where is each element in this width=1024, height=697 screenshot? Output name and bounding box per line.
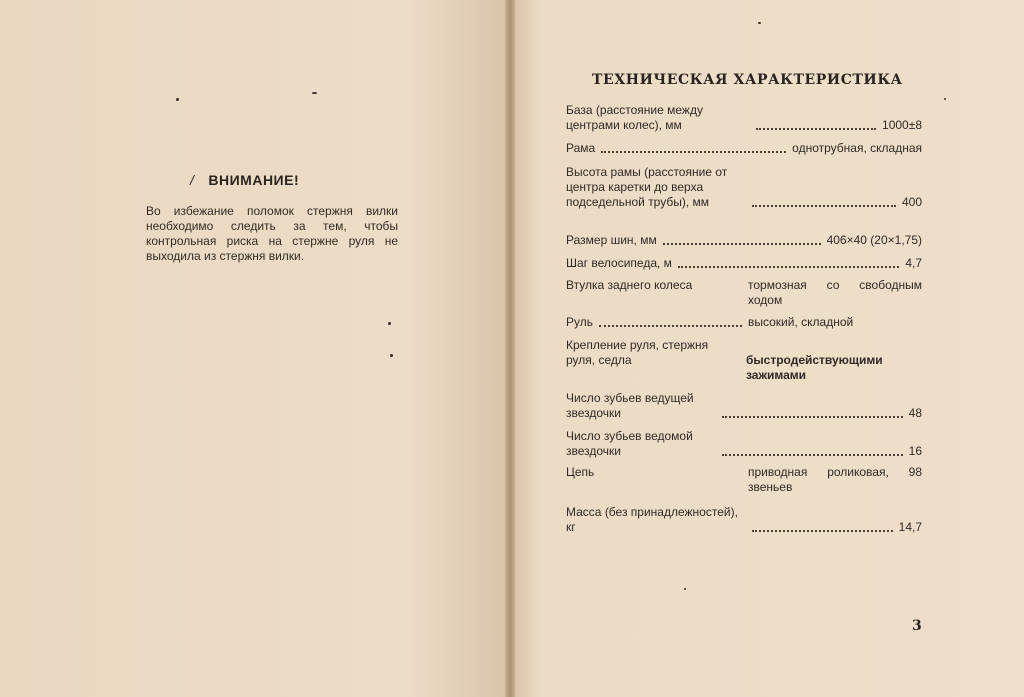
spec-value: 16 xyxy=(908,444,922,458)
spec-row-drive-teeth xyxy=(566,391,922,421)
spec-value: 4,7 xyxy=(905,256,922,270)
dot-leader xyxy=(663,242,821,245)
dot-leader xyxy=(678,265,899,268)
spec-label: Высота рамы (расстояние от центра каретки до верха подседельной трубы), мм xyxy=(566,165,728,209)
spec-label: Руль xyxy=(566,315,593,329)
spec-row-frame-height xyxy=(566,165,922,210)
spec-value: высокий, складной xyxy=(748,315,854,329)
spec-label: Втулка заднего колеса xyxy=(566,278,693,292)
spec-label: Число зубьев ведущей звездочки xyxy=(566,391,694,420)
dot-leader xyxy=(752,204,896,207)
paper-speck xyxy=(684,588,686,590)
paper-speck xyxy=(388,322,391,325)
paper-speck xyxy=(312,92,317,94)
dot-leader xyxy=(756,127,876,130)
dot-leader xyxy=(601,150,786,153)
spec-row-chain xyxy=(566,465,922,495)
spec-value: 1000±8 xyxy=(882,118,922,132)
spec-row-handlebar xyxy=(566,315,922,330)
spec-label: Рама xyxy=(566,141,596,155)
spec-row-driven-teeth xyxy=(566,429,922,459)
spec-row-frame xyxy=(566,141,922,156)
spec-value: 406×40 (20×1,75) xyxy=(826,233,922,247)
spec-label: Шаг велосипеда, м xyxy=(566,256,672,270)
spec-label: Цепь xyxy=(566,465,595,479)
dot-leader xyxy=(722,453,903,456)
paper-speck xyxy=(758,22,761,24)
dot-leader xyxy=(599,324,742,327)
left-page xyxy=(0,0,508,697)
spec-value: 14,7 xyxy=(898,520,922,534)
spec-label: Масса (без принадлежностей), кг xyxy=(566,505,738,534)
spec-value: 400 xyxy=(901,195,922,209)
spec-value: 48 xyxy=(908,406,922,420)
spec-label: Размер шин, мм xyxy=(566,233,657,247)
spec-label: Крепление руля, стержня руля, седла xyxy=(566,338,709,367)
spec-row-pitch xyxy=(566,256,922,271)
spec-label: База (расстояние между центрами колес), мм xyxy=(566,103,703,132)
paper-speck xyxy=(176,98,179,101)
spec-row-tires xyxy=(566,233,922,248)
spec-value: быстродействующими зажимами xyxy=(746,353,883,382)
dot-leader xyxy=(722,415,903,418)
spec-row-mounting xyxy=(566,338,922,383)
paper-speck xyxy=(390,354,393,357)
spec-row-mass xyxy=(566,505,922,535)
spec-label: Число зубьев ведомой звездочки xyxy=(566,429,693,458)
page-number: 3 xyxy=(912,618,922,634)
spec-row-base xyxy=(566,103,922,133)
spec-title: ТЕХНИЧЕСКАЯ ХАРАКТЕРИСТИКА xyxy=(592,72,903,88)
dot-leader xyxy=(752,529,893,532)
warning-title: / ВНИМАНИЕ! xyxy=(190,172,300,188)
spec-value: однотрубная, складная xyxy=(792,141,922,155)
spec-row-rear-hub xyxy=(566,278,922,308)
warning-text: Во избежание поломок стержня вилки необходимо следить за тем, чтобы контрольная риска на стержне руля не выходила из стержня вилки. xyxy=(146,204,398,263)
spec-value: приводная роликовая, 98 звеньев xyxy=(748,465,922,494)
book-gutter xyxy=(505,0,515,697)
spec-value: тормозная со свободным ходом xyxy=(748,278,922,307)
paper-speck xyxy=(944,98,946,100)
